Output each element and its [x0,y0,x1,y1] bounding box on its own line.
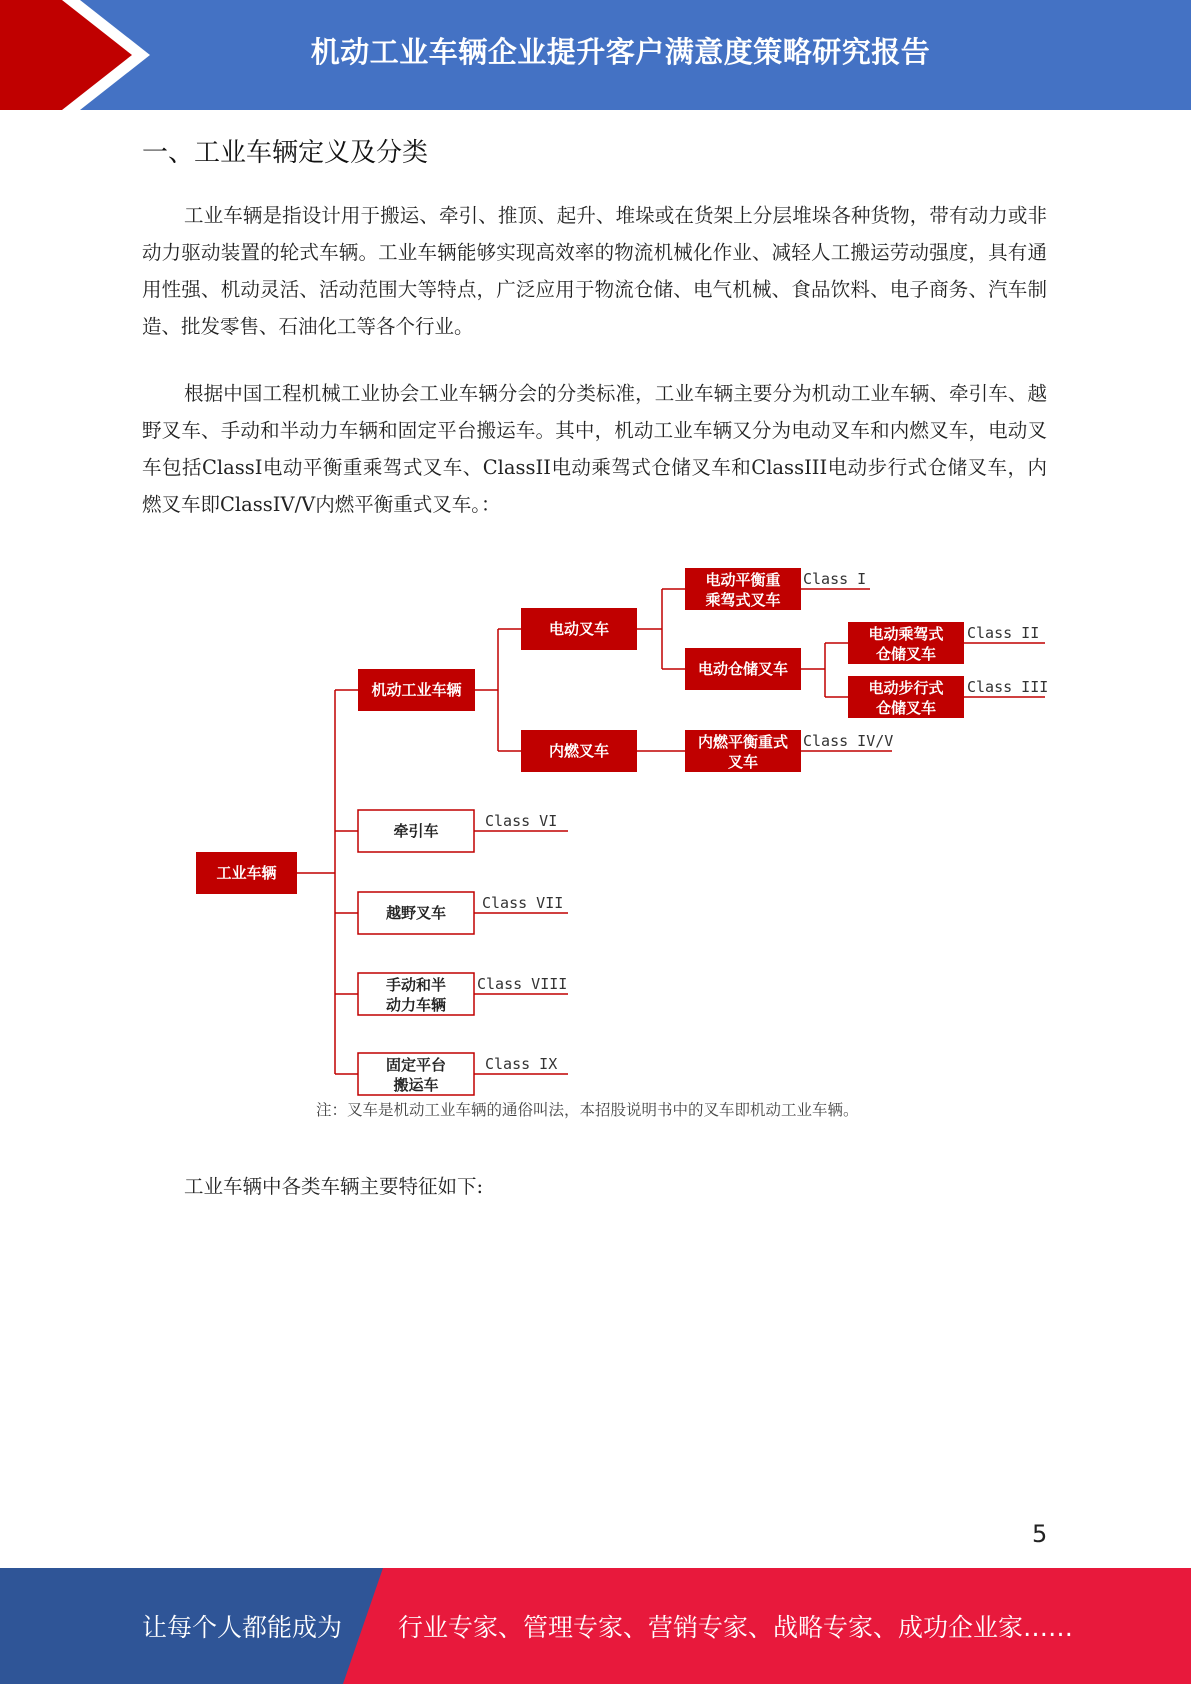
node-label-line1: 电动步行式 [868,679,944,697]
node-class1 [685,568,801,610]
node-label: 牵引车 [393,822,439,840]
paragraph-definition: 工业车辆是指设计用于搬运、牵引、推顶、起升、堆垛或在货架上分层堆垛各种货物，带有动力或非动力驱动装置的轮式车辆。工业车辆能够实现高效率的物流机械化作业、减轻人工搬运劳动强度，具有通用性强、机动灵活、活动范围大等特点，广泛应用于物流仓储、电气机械、食品饮料、电子商务、汽车制造、批发零售、石油化工等各个行业。 [142,204,1047,338]
page-footer [0,1568,1191,1684]
section-heading: 一、工业车辆定义及分类 [142,138,429,168]
node-offroad-forklift [358,892,474,934]
node-label-line1: 固定平台 [385,1056,447,1074]
node-class45 [685,730,801,772]
node-platform-truck [358,1053,474,1095]
classification-diagram [180,556,1060,1116]
class3-label: Class III [967,678,1049,696]
node-label-line2: 仓储叉车 [875,699,937,717]
class8-label: Class VIII [477,975,568,993]
node-label-line2: 乘驾式叉车 [705,591,781,609]
node-industrial-vehicle [196,852,297,894]
node-label: 内燃叉车 [548,742,610,760]
node-combustion-forklift [521,730,637,772]
class9-label: Class IX [485,1055,558,1073]
node-manual-vehicle [358,973,474,1015]
report-title: 机动工业车辆企业提升客户满意度策略研究报告 [310,34,931,69]
node-label: 电动叉车 [548,620,610,638]
class1-label: Class I [803,570,867,588]
footer-slogan-left: 让每个人都能成为 [142,1613,343,1642]
node-label-line2: 叉车 [727,753,759,771]
node-class3 [848,676,964,718]
paragraph-classification: 根据中国工程机械工业协会工业车辆分会的分类标准，工业车辆主要分为机动工业车辆、牵引车、越野叉车、手动和半动力车辆和固定平台搬运车。其中，机动工业车辆又分为电动叉车和内燃叉车，电动叉车包括ClassI电动平衡重乘驾式叉车、ClassII电动乘驾式仓储叉车和ClassIII电动步行式仓储叉车，内燃叉车即ClassIV/V内燃平衡重式叉车。： [142,382,1047,516]
node-motor-vehicle [358,669,475,711]
node-tractor [358,810,474,852]
node-label-line1: 内燃平衡重式 [697,733,789,751]
class2-label: Class II [967,624,1040,642]
node-label-line2: 动力车辆 [385,996,447,1014]
diagram-note: 注：叉车是机动工业车辆的通俗叫法，本招股说明书中的叉车即机动工业车辆。 [316,1101,859,1119]
footer-slogan-right: 行业专家、管理专家、营销专家、战略专家、成功企业家…… [398,1613,1074,1642]
class7-label: Class VII [482,894,564,912]
node-label-line1: 手动和半 [385,976,447,994]
node-label-line1: 电动乘驾式 [868,625,944,643]
node-class2 [848,622,964,664]
node-label-line2: 搬运车 [393,1076,439,1094]
class45-label: Class IV/V [803,732,894,750]
node-label-line1: 电动平衡重 [705,571,781,589]
paragraph-features-intro: 工业车辆中各类车辆主要特征如下: [184,1175,484,1198]
node-electric-forklift [521,608,637,650]
page-header [0,0,1191,110]
node-label-line2: 仓储叉车 [875,645,937,663]
node-label: 机动工业车辆 [371,681,462,699]
node-label: 电动仓储叉车 [697,660,789,678]
page-number: 5 [1032,1520,1048,1548]
node-label: 工业车辆 [216,864,277,882]
node-label: 越野叉车 [385,904,447,922]
class6-label: Class VI [485,812,558,830]
node-electric-warehouse [685,648,801,690]
